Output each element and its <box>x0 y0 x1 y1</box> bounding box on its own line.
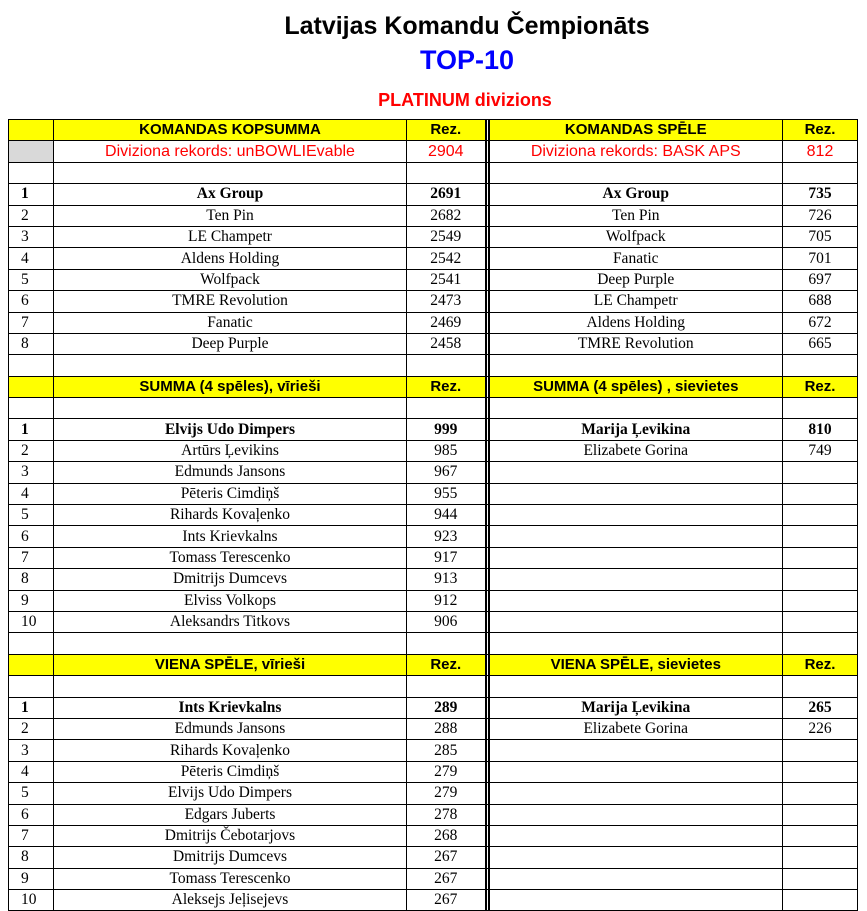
left-value-cell: 2469 <box>407 312 486 333</box>
rank-cell: 2 <box>9 205 54 226</box>
right-name-cell <box>489 526 783 547</box>
rank-cell: 6 <box>9 804 54 825</box>
left-value-cell: 2541 <box>407 269 486 290</box>
page-subtitle: TOP-10 <box>419 45 515 75</box>
header-rank-cell <box>9 654 54 675</box>
left-name-cell: Ten Pin <box>54 205 407 226</box>
rank-cell: 9 <box>9 590 54 611</box>
empty-cell <box>783 676 858 697</box>
table-row <box>9 205 858 226</box>
rank-cell: 1 <box>9 184 54 205</box>
section-title-right: KOMANDAS SPĒLE <box>489 120 783 141</box>
rez-header-right: Rez. <box>783 376 858 397</box>
left-value-cell: 944 <box>407 505 486 526</box>
empty-cell <box>9 355 54 376</box>
empty-cell <box>783 633 858 654</box>
left-name-cell: Aleksandrs Titkovs <box>54 611 407 632</box>
right-name-cell: Wolfpack <box>489 226 783 247</box>
left-value-cell: 2691 <box>407 184 486 205</box>
empty-cell <box>54 162 407 183</box>
section-header-row <box>9 120 858 141</box>
table-row <box>9 269 858 290</box>
rank-cell: 3 <box>9 462 54 483</box>
rank-cell: 7 <box>9 312 54 333</box>
left-value-cell: 279 <box>407 783 486 804</box>
record-left-text: Diviziona rekords: unBOWLIEvable <box>54 141 407 162</box>
right-value-cell <box>783 483 858 504</box>
page-title: Latvijas Komandu Čempionāts <box>284 12 650 40</box>
right-name-cell: TMRE Revolution <box>489 333 783 354</box>
section-title-left: VIENA SPĒLE, vīrieši <box>54 654 407 675</box>
table-row <box>9 890 858 911</box>
left-value-cell: 267 <box>407 868 486 889</box>
right-name-cell <box>489 825 783 846</box>
left-value-cell: 2682 <box>407 205 486 226</box>
left-name-cell: Dmitrijs Dumcevs <box>54 569 407 590</box>
right-name-cell <box>489 590 783 611</box>
right-value-cell <box>783 761 858 782</box>
right-value-cell: 701 <box>783 248 858 269</box>
right-name-cell <box>489 804 783 825</box>
left-value-cell: 917 <box>407 547 486 568</box>
left-value-cell: 913 <box>407 569 486 590</box>
left-value-cell: 268 <box>407 825 486 846</box>
table-row <box>9 783 858 804</box>
right-value-cell: 665 <box>783 333 858 354</box>
rank-cell: 1 <box>9 697 54 718</box>
spacer-row <box>9 398 858 419</box>
empty-cell <box>783 398 858 419</box>
empty-cell <box>54 398 407 419</box>
section-header-row <box>9 376 858 397</box>
left-value-cell: 2458 <box>407 333 486 354</box>
table-row <box>9 440 858 461</box>
spacer-row <box>9 355 858 376</box>
right-name-cell <box>489 505 783 526</box>
right-value-cell: 672 <box>783 312 858 333</box>
section-title-left: SUMMA (4 spēles), vīrieši <box>54 376 407 397</box>
division-title: PLATINUM divizions <box>378 90 552 110</box>
rank-cell: 3 <box>9 740 54 761</box>
left-value-cell: 912 <box>407 590 486 611</box>
table-row <box>9 547 858 568</box>
left-name-cell: Artūrs Ļevikins <box>54 440 407 461</box>
left-value-cell: 278 <box>407 804 486 825</box>
table-row <box>9 697 858 718</box>
left-name-cell: Ints Krievkalns <box>54 526 407 547</box>
table-row <box>9 526 858 547</box>
left-name-cell: Deep Purple <box>54 333 407 354</box>
left-name-cell: Ax Group <box>54 184 407 205</box>
empty-cell <box>54 676 407 697</box>
rank-cell: 2 <box>9 440 54 461</box>
empty-cell <box>9 398 54 419</box>
left-name-cell: Aleksejs Jeļisejevs <box>54 890 407 911</box>
right-name-cell: Marija Ļevikina <box>489 419 783 440</box>
right-value-cell: 735 <box>783 184 858 205</box>
right-value-cell <box>783 611 858 632</box>
right-name-cell <box>489 547 783 568</box>
rez-header-right: Rez. <box>783 654 858 675</box>
empty-cell <box>9 633 54 654</box>
results-table <box>8 119 858 911</box>
left-value-cell: 285 <box>407 740 486 761</box>
right-value-cell <box>783 825 858 846</box>
left-value-cell: 955 <box>407 483 486 504</box>
rank-cell: 8 <box>9 847 54 868</box>
table-row <box>9 740 858 761</box>
left-name-cell: Tomass Terescenko <box>54 547 407 568</box>
table-row <box>9 312 858 333</box>
right-name-cell <box>489 890 783 911</box>
right-name-cell: Ten Pin <box>489 205 783 226</box>
right-name-cell <box>489 868 783 889</box>
right-value-cell <box>783 590 858 611</box>
rank-cell: 4 <box>9 761 54 782</box>
division-record-row <box>9 141 858 162</box>
right-value-cell: 749 <box>783 440 858 461</box>
rank-cell: 9 <box>9 868 54 889</box>
table-row <box>9 291 858 312</box>
right-name-cell: Marija Ļevikina <box>489 697 783 718</box>
rank-cell: 7 <box>9 825 54 846</box>
empty-cell <box>489 162 783 183</box>
header-rank-cell <box>9 120 54 141</box>
right-name-cell <box>489 761 783 782</box>
right-name-cell <box>489 740 783 761</box>
empty-cell <box>54 633 407 654</box>
right-value-cell <box>783 505 858 526</box>
right-name-cell: Fanatic <box>489 248 783 269</box>
table-row <box>9 590 858 611</box>
right-value-cell: 810 <box>783 419 858 440</box>
rank-cell: 6 <box>9 291 54 312</box>
record-rank-cell <box>9 141 54 162</box>
right-name-cell: LE Champetr <box>489 291 783 312</box>
table-row <box>9 419 858 440</box>
left-name-cell: Tomass Terescenko <box>54 868 407 889</box>
table-row <box>9 611 858 632</box>
empty-cell <box>9 676 54 697</box>
rank-cell: 4 <box>9 248 54 269</box>
table-row <box>9 847 858 868</box>
right-value-cell <box>783 890 858 911</box>
rank-cell: 5 <box>9 269 54 290</box>
table-row <box>9 825 858 846</box>
left-value-cell: 279 <box>407 761 486 782</box>
right-value-cell: 726 <box>783 205 858 226</box>
left-name-cell: Pēteris Cimdiņš <box>54 483 407 504</box>
right-name-cell <box>489 611 783 632</box>
left-name-cell: Edmunds Jansons <box>54 462 407 483</box>
left-name-cell: Pēteris Cimdiņš <box>54 761 407 782</box>
left-value-cell: 288 <box>407 718 486 739</box>
rank-cell: 5 <box>9 783 54 804</box>
right-name-cell <box>489 783 783 804</box>
right-name-cell: Elizabete Gorina <box>489 718 783 739</box>
left-name-cell: Aldens Holding <box>54 248 407 269</box>
right-value-cell: 697 <box>783 269 858 290</box>
empty-cell <box>489 398 783 419</box>
section-header-row <box>9 654 858 675</box>
left-name-cell: Rihards Kovaļenko <box>54 740 407 761</box>
left-name-cell: Elviss Volkops <box>54 590 407 611</box>
left-value-cell: 906 <box>407 611 486 632</box>
spacer-row <box>9 676 858 697</box>
empty-cell <box>783 162 858 183</box>
left-name-cell: TMRE Revolution <box>54 291 407 312</box>
table-row <box>9 718 858 739</box>
empty-cell <box>489 355 783 376</box>
table-row <box>9 505 858 526</box>
left-value-cell: 967 <box>407 462 486 483</box>
table-row <box>9 804 858 825</box>
empty-cell <box>407 355 486 376</box>
rank-cell: 3 <box>9 226 54 247</box>
left-value-cell: 289 <box>407 697 486 718</box>
right-value-cell <box>783 783 858 804</box>
empty-cell <box>407 162 486 183</box>
right-name-cell <box>489 569 783 590</box>
empty-cell <box>489 633 783 654</box>
table-row <box>9 569 858 590</box>
empty-cell <box>9 162 54 183</box>
rank-cell: 4 <box>9 483 54 504</box>
empty-cell <box>54 355 407 376</box>
rez-header-right: Rez. <box>783 120 858 141</box>
left-name-cell: Dmitrijs Dumcevs <box>54 847 407 868</box>
empty-cell <box>407 398 486 419</box>
left-name-cell: Wolfpack <box>54 269 407 290</box>
right-value-cell <box>783 569 858 590</box>
right-name-cell <box>489 483 783 504</box>
empty-cell <box>783 355 858 376</box>
header-rank-cell <box>9 376 54 397</box>
right-value-cell <box>783 526 858 547</box>
right-value-cell: 265 <box>783 697 858 718</box>
spacer-row <box>9 162 858 183</box>
table-row <box>9 248 858 269</box>
section-title-left: KOMANDAS KOPSUMMA <box>54 120 407 141</box>
rank-cell: 2 <box>9 718 54 739</box>
record-right-text: Diviziona rekords: BASK APS <box>489 141 783 162</box>
table-row <box>9 226 858 247</box>
right-value-cell <box>783 868 858 889</box>
table-row <box>9 868 858 889</box>
left-name-cell: Rihards Kovaļenko <box>54 505 407 526</box>
left-name-cell: Elvijs Udo Dimpers <box>54 419 407 440</box>
left-name-cell: Edmunds Jansons <box>54 718 407 739</box>
rez-header-left: Rez. <box>407 376 486 397</box>
left-value-cell: 999 <box>407 419 486 440</box>
rez-header-left: Rez. <box>407 654 486 675</box>
left-value-cell: 2542 <box>407 248 486 269</box>
rank-cell: 5 <box>9 505 54 526</box>
table-row <box>9 184 858 205</box>
left-name-cell: Dmitrijs Čebotarjovs <box>54 825 407 846</box>
rank-cell: 8 <box>9 569 54 590</box>
table-row <box>9 761 858 782</box>
right-value-cell <box>783 804 858 825</box>
right-name-cell: Ax Group <box>489 184 783 205</box>
left-name-cell: Elvijs Udo Dimpers <box>54 783 407 804</box>
empty-cell <box>489 676 783 697</box>
right-name-cell: Elizabete Gorina <box>489 440 783 461</box>
record-left-value: 2904 <box>407 141 486 162</box>
left-value-cell: 2473 <box>407 291 486 312</box>
right-value-cell: 226 <box>783 718 858 739</box>
rank-cell: 10 <box>9 890 54 911</box>
spacer-row <box>9 633 858 654</box>
rank-cell: 1 <box>9 419 54 440</box>
right-name-cell <box>489 462 783 483</box>
left-name-cell: Fanatic <box>54 312 407 333</box>
right-value-cell <box>783 740 858 761</box>
rank-cell: 6 <box>9 526 54 547</box>
rez-header-left: Rez. <box>407 120 486 141</box>
right-name-cell <box>489 847 783 868</box>
right-value-cell <box>783 847 858 868</box>
empty-cell <box>407 676 486 697</box>
left-value-cell: 923 <box>407 526 486 547</box>
right-value-cell <box>783 462 858 483</box>
table-row <box>9 462 858 483</box>
left-name-cell: LE Champetr <box>54 226 407 247</box>
rank-cell: 8 <box>9 333 54 354</box>
record-right-value: 812 <box>783 141 858 162</box>
left-name-cell: Edgars Juberts <box>54 804 407 825</box>
results-table-body <box>9 120 858 911</box>
left-value-cell: 985 <box>407 440 486 461</box>
right-value-cell: 688 <box>783 291 858 312</box>
empty-cell <box>407 633 486 654</box>
rank-cell: 7 <box>9 547 54 568</box>
right-value-cell <box>783 547 858 568</box>
section-title-right: VIENA SPĒLE, sievietes <box>489 654 783 675</box>
rank-cell: 10 <box>9 611 54 632</box>
right-name-cell: Deep Purple <box>489 269 783 290</box>
left-value-cell: 2549 <box>407 226 486 247</box>
left-name-cell: Ints Krievkalns <box>54 697 407 718</box>
table-row <box>9 483 858 504</box>
right-name-cell: Aldens Holding <box>489 312 783 333</box>
left-value-cell: 267 <box>407 890 486 911</box>
left-value-cell: 267 <box>407 847 486 868</box>
right-value-cell: 705 <box>783 226 858 247</box>
table-row <box>9 333 858 354</box>
section-title-right: SUMMA (4 spēles) , sievietes <box>489 376 783 397</box>
